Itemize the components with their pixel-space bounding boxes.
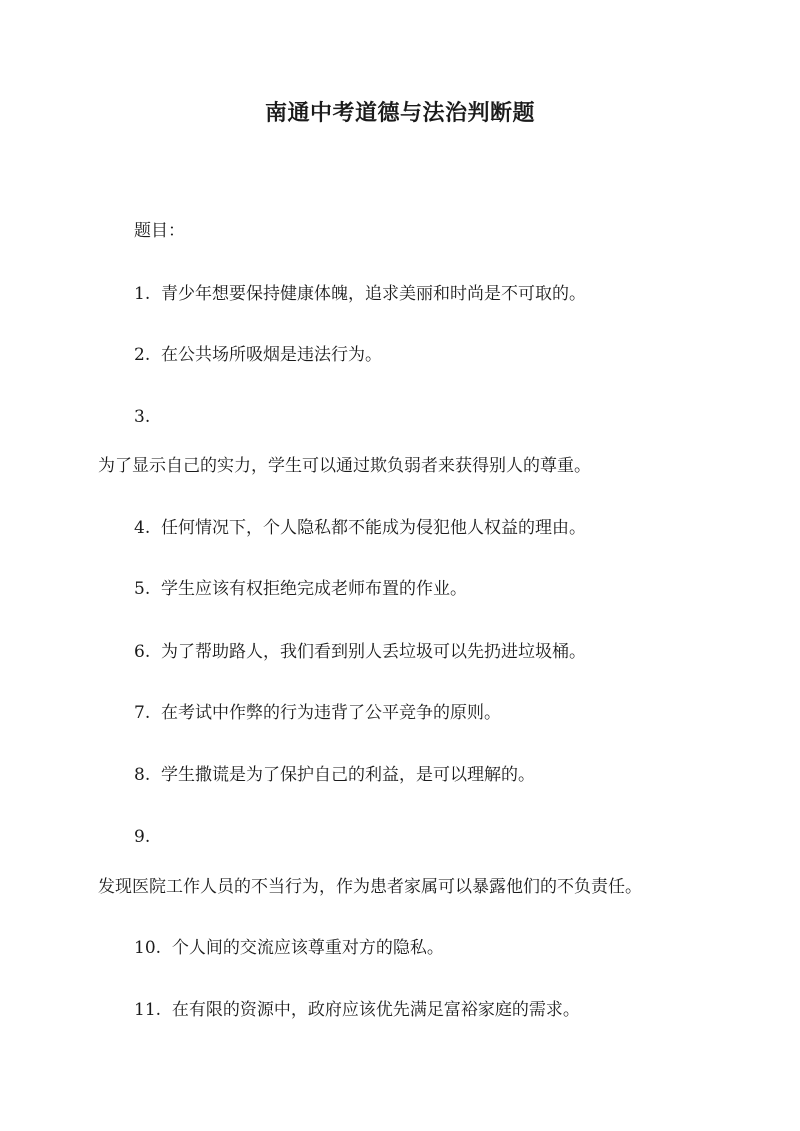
question-number: 6. <box>134 642 151 662</box>
question-item <box>134 701 501 725</box>
question-text: 青少年想要保持健康体魄，追求美丽和时尚是不可取的。 <box>161 284 587 304</box>
question-item <box>134 936 444 960</box>
question-number: 7. <box>134 703 151 723</box>
question-item <box>134 282 586 306</box>
question-text: 个人间的交流应该尊重对方的隐私。 <box>171 938 444 958</box>
question-text: 为了显示自己的实力，学生可以通过欺负弱者来获得别人的尊重。 <box>98 456 591 476</box>
question-number: 10. <box>134 938 162 958</box>
question-text: 在考试中作弊的行为违背了公平竞争的原则。 <box>161 703 502 723</box>
question-item <box>134 640 586 664</box>
question-text: 任何情况下，个人隐私都不能成为侵犯他人权益的理由。 <box>161 518 587 538</box>
question-item <box>134 763 535 787</box>
question-item <box>134 343 382 367</box>
question-text: 发现医院工作人员的不当行为，作为患者家属可以暴露他们的不负责任。 <box>98 877 642 897</box>
section-label: 题目： <box>134 221 185 241</box>
question-text: 学生撒谎是为了保护自己的利益，是可以理解的。 <box>161 765 536 785</box>
question-number: 11. <box>134 1000 162 1020</box>
question-number: 1. <box>134 284 151 304</box>
document-title: 南通中考道德与法治判断题 <box>264 100 535 126</box>
question-text: 在公共场所吸烟是违法行为。 <box>161 345 383 365</box>
question-number: 3. <box>134 407 151 427</box>
question-number: 9. <box>134 827 151 847</box>
question-item <box>134 998 580 1022</box>
question-number: 8. <box>134 765 151 785</box>
question-text: 为了帮助路人，我们看到别人丢垃圾可以先扔进垃圾桶。 <box>161 642 587 662</box>
question-item <box>134 577 467 601</box>
question-number: 4. <box>134 518 151 538</box>
question-number: 5. <box>134 579 151 599</box>
question-text: 学生应该有权拒绝完成老师布置的作业。 <box>161 579 468 599</box>
question-item <box>134 516 586 540</box>
question-text: 在有限的资源中，政府应该优先满足富裕家庭的需求。 <box>171 1000 580 1020</box>
question-number: 2. <box>134 345 151 365</box>
